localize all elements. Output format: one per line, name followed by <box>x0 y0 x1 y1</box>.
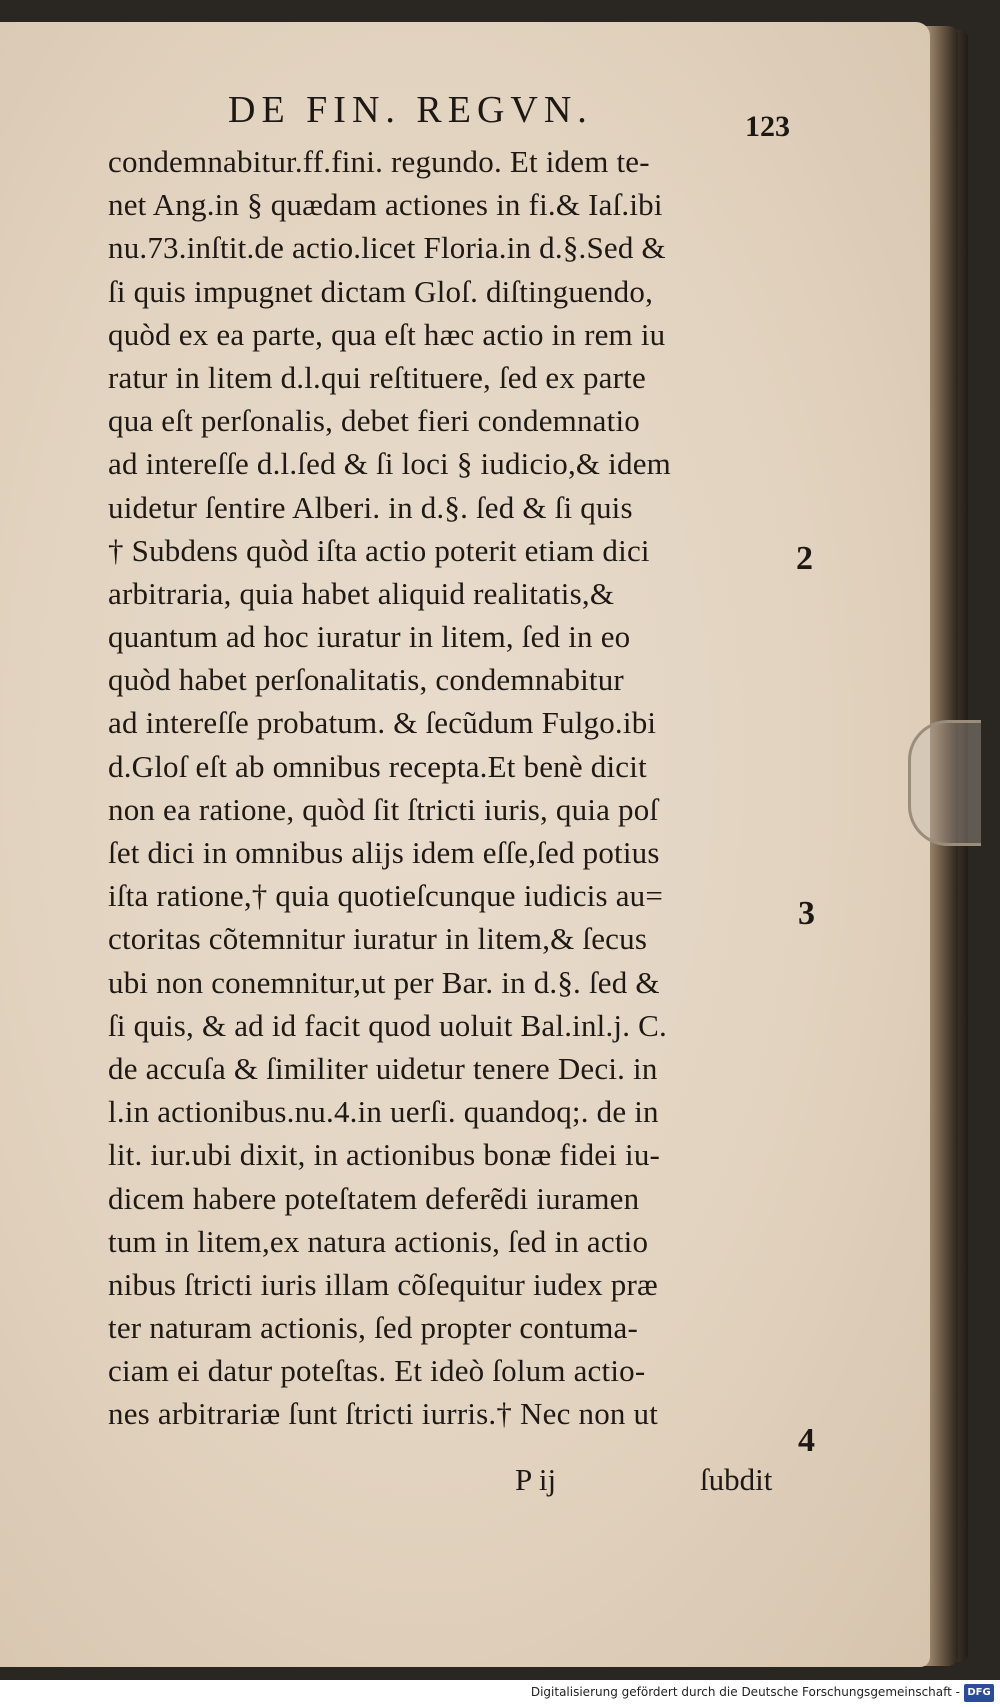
text-line: † Subdens quòd iſta actio poterit etiam dici <box>108 532 650 568</box>
signature-mark: P ij <box>515 1462 557 1497</box>
text-line: tum in litem,ex natura actionis, ſed in actio <box>108 1223 649 1259</box>
dfg-logo: DFG <box>964 1684 994 1702</box>
text-line: quòd ex ea parte, qua eſt hæc actio in rem iu <box>108 316 666 352</box>
catchword: ſubdit <box>700 1462 773 1497</box>
text-line: ſi quis impugnet dictam Gloſ. diſtinguendo, <box>108 273 654 309</box>
text-line: condemnabitur.ff.fini. regundo. Et idem te- <box>108 144 650 179</box>
text-line: quantum ad hoc iuratur in litem, ſed in eo <box>108 619 631 655</box>
margin-marker: 2 <box>796 540 813 577</box>
text-line: ſi quis, & ad id facit quod uoluit Bal.inl.j. C. <box>108 1007 667 1043</box>
text-line: nes arbitrariæ ſunt ſtricti iurris.† Nec non ut <box>108 1396 659 1432</box>
text-line: ctoritas cõtemnitur iuratur in litem,& ſecus <box>108 921 648 957</box>
page-clip <box>908 720 981 846</box>
text-line: ad intereſſe d.l.ſed & ſi loci § iudicio,& idem <box>108 446 671 482</box>
funding-credit: Digitalisierung gefördert durch die Deutsche Forschungsgemeinschaft - <box>530 1685 960 1699</box>
text-line: qua eſt perſonalis, debet fieri condemnatio <box>108 403 640 439</box>
running-head: DE FIN. REGVN. <box>228 89 593 131</box>
text-line: ter naturam actionis, ſed propter contuma- <box>108 1310 639 1346</box>
folio-number: 123 <box>745 110 790 143</box>
text-block <box>108 140 798 1436</box>
text-line: net Ang.in § quædam actiones in fi.& Iaſ.ibi <box>108 187 663 223</box>
text-line: iſta ratione,† quia quotieſcunque iudicis au= <box>108 878 664 914</box>
margin-marker: 3 <box>798 895 815 932</box>
footer-bar <box>0 1680 1000 1707</box>
text-line: ciam ei datur poteſtas. Et ideò ſolum actio- <box>108 1353 646 1389</box>
text-line: de accuſa & ſimiliter uidetur tenere Deci. in <box>108 1050 658 1086</box>
text-line: arbitraria, quia habet aliquid realitatis,& <box>108 575 615 611</box>
text-line: l.in actionibus.nu.4.in uerſi. quandoq;. de in <box>108 1094 659 1130</box>
text-line: lit. iur.ubi dixit, in actionibus bonæ fidei iu- <box>108 1137 661 1173</box>
margin-marker: 4 <box>798 1422 815 1459</box>
text-line: ad intereſſe probatum. & ſecũdum Fulgo.ibi <box>108 705 657 741</box>
text-line: ſet dici in omnibus alijs idem eſſe,ſed potius <box>108 835 660 870</box>
text-line: quòd habet perſonalitatis, condemnabitur <box>108 662 624 698</box>
text-line: nu.73.inſtit.de actio.licet Floria.in d.§.Sed & <box>108 230 666 266</box>
text-line: uidetur ſentire Alberi. in d.§. ſed & ſi quis <box>108 489 633 525</box>
text-line: d.Gloſ eſt ab omnibus recepta.Et benè dicit <box>108 748 647 784</box>
text-line: ubi non conemnitur,ut per Bar. in d.§. ſed & <box>108 964 660 1000</box>
text-line: non ea ratione, quòd ſit ſtricti iuris, quia poſ <box>108 791 659 827</box>
text-line: dicem habere poteſtatem deferẽdi iuramen <box>108 1180 640 1216</box>
text-line: ratur in litem d.l.qui reſtituere, ſed ex parte <box>108 359 646 395</box>
text-line: nibus ſtricti iuris illam cõſequitur iudex præ <box>108 1266 658 1302</box>
